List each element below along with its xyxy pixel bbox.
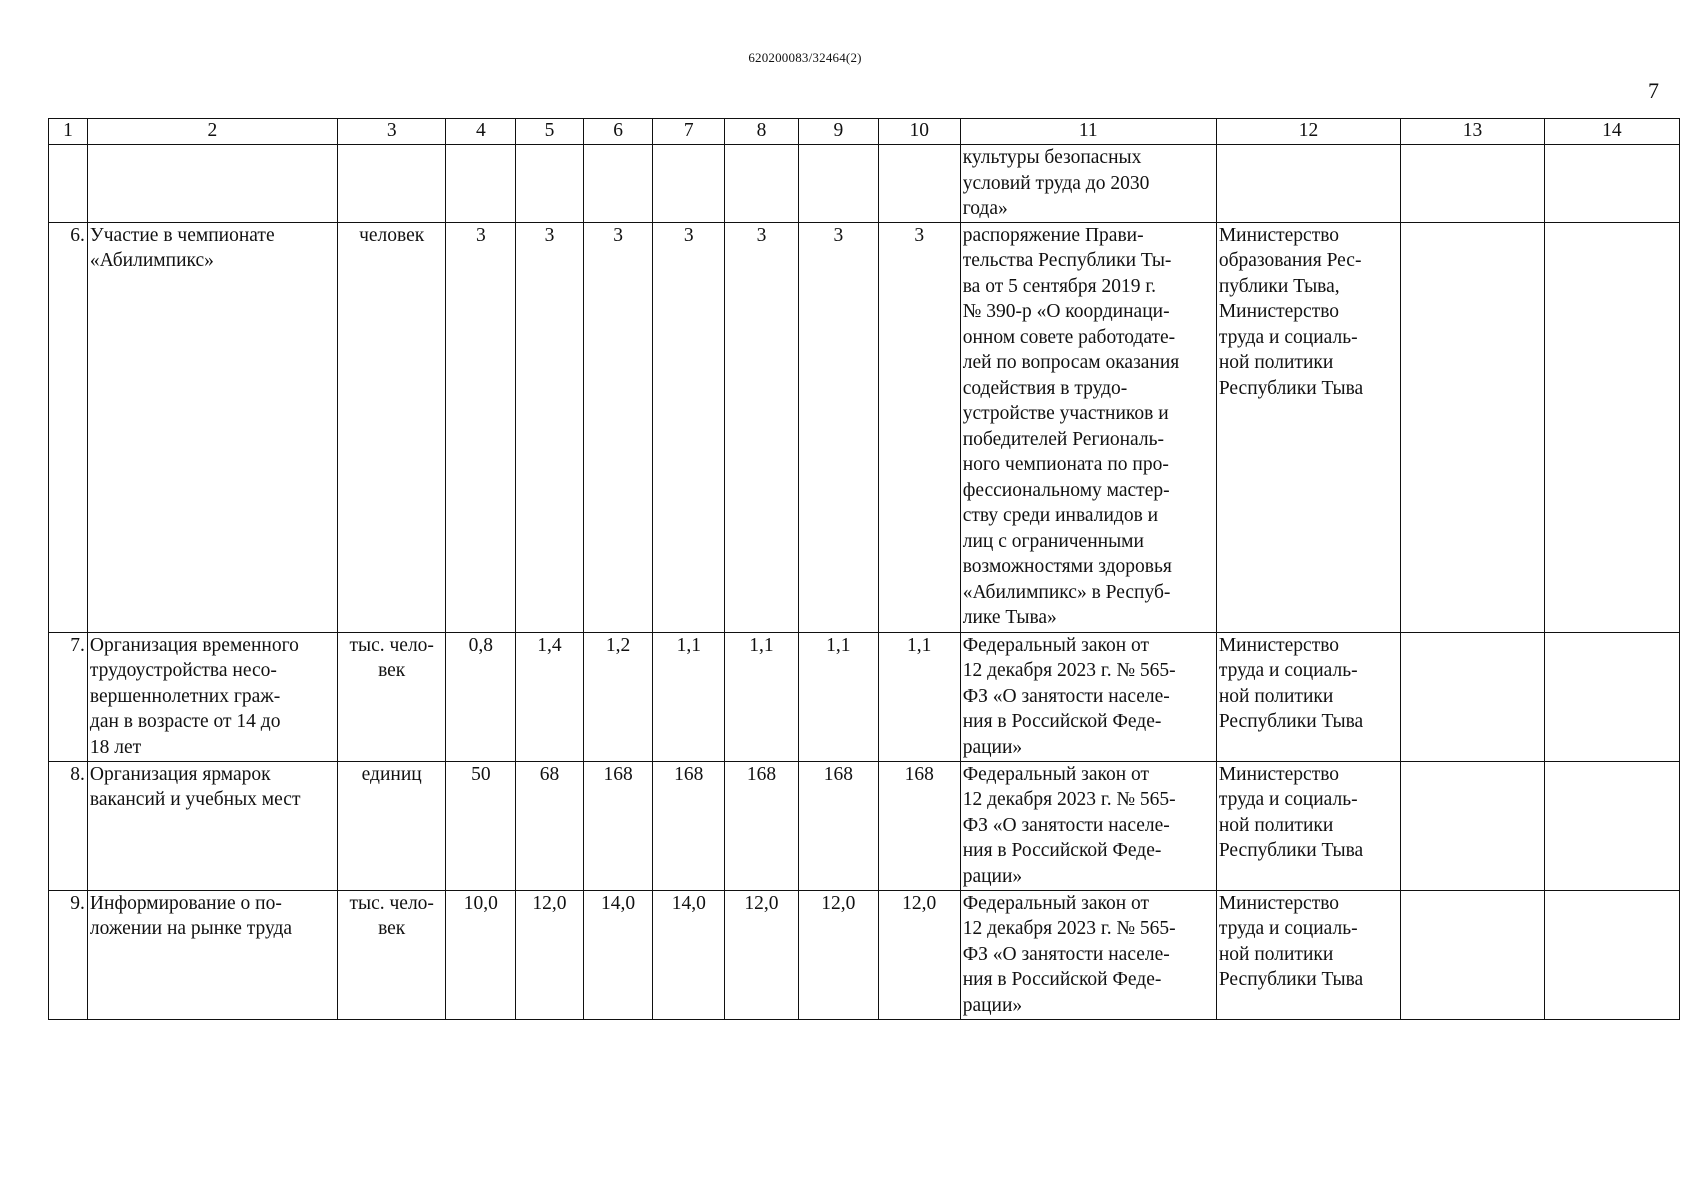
legal-basis-cell: Федеральный закон от 12 декабря 2023 г. № 565- ФЗ «О занятости населе- ния в Российской Феде- рации» — [960, 632, 1216, 761]
value-cell: 168 — [878, 761, 960, 890]
value-cell: 1,1 — [725, 632, 799, 761]
measure-name: Организация ярмарок вакансий и учебных мест — [87, 761, 337, 890]
table-row — [49, 222, 1680, 632]
empty-cell — [1544, 890, 1679, 1019]
column-header: 7 — [653, 119, 725, 145]
responsible-cell: Министерство труда и социаль- ной политики Республики Тыва — [1216, 890, 1400, 1019]
column-header: 6 — [583, 119, 653, 145]
value-cell: 1,2 — [583, 632, 653, 761]
row-number: 6. — [49, 222, 88, 632]
value-cell: 1,1 — [878, 632, 960, 761]
unit-cell: человек — [337, 222, 446, 632]
column-header: 11 — [960, 119, 1216, 145]
document-id: 620200083/32464(2) — [748, 50, 862, 65]
value-cell: 0,8 — [446, 632, 516, 761]
value-cell: 3 — [653, 222, 725, 632]
table-row — [49, 632, 1680, 761]
row-number: 7. — [49, 632, 88, 761]
value-cell: 3 — [583, 222, 653, 632]
responsible-cell: Министерство труда и социаль- ной политики Республики Тыва — [1216, 761, 1400, 890]
value-cell: 3 — [446, 222, 516, 632]
empty-cell — [1544, 632, 1679, 761]
value-cell: 12,0 — [516, 890, 584, 1019]
measure-name: Информирование о по- ложении на рынке труда — [87, 890, 337, 1019]
legal-basis-cell: культуры безопасных условий труда до 2030 года» — [960, 145, 1216, 223]
value-cell: 12,0 — [878, 890, 960, 1019]
unit-cell: единиц — [337, 761, 446, 890]
value-cell: 10,0 — [446, 890, 516, 1019]
legal-basis-cell: Федеральный закон от 12 декабря 2023 г. № 565- ФЗ «О занятости населе- ния в Российской Феде- рации» — [960, 890, 1216, 1019]
responsible-cell: Министерство образования Рес- публики Тыва, Министерство труда и социаль- ной политики Республики Тыва — [1216, 222, 1400, 632]
empty-cell — [1401, 890, 1544, 1019]
column-header: 8 — [725, 119, 799, 145]
value-cell: 1,1 — [798, 632, 878, 761]
value-cell: 168 — [798, 761, 878, 890]
value-cell: 14,0 — [583, 890, 653, 1019]
value-cell: 168 — [653, 761, 725, 890]
value-cell: 1,4 — [516, 632, 584, 761]
column-header: 1 — [49, 119, 88, 145]
value-cell: 12,0 — [725, 890, 799, 1019]
page-number: 7 — [1648, 78, 1659, 103]
value-cell: 12,0 — [798, 890, 878, 1019]
value-cell: 68 — [516, 761, 584, 890]
table-row — [49, 890, 1680, 1019]
column-header: 5 — [516, 119, 584, 145]
row-number: 9. — [49, 890, 88, 1019]
empty-cell — [1401, 222, 1544, 632]
empty-cell — [1401, 761, 1544, 890]
empty-cell — [1544, 222, 1679, 632]
measure-name: Организация временного трудоустройства несо- вершеннолетних граж- дан в возрасте от 14 до 18 лет — [87, 632, 337, 761]
table-row-continuation — [49, 145, 1680, 223]
value-cell: 168 — [725, 761, 799, 890]
value-cell: 3 — [725, 222, 799, 632]
value-cell: 3 — [798, 222, 878, 632]
column-header: 10 — [878, 119, 960, 145]
legal-basis-cell: распоряжение Прави- тельства Республики Ты- ва от 5 сентября 2019 г. № 390-р «О координаци- онном совете работодате- лей по вопросам оказания содействия в трудо- устройстве участников и победителей Региональ- ного чемпионата по про- фессиональному мастер- ству среди инвалидов и лиц с ограниченными возможностями здоровья «Абилимпикс» в Респуб- лике Тыва» — [960, 222, 1216, 632]
column-header: 3 — [337, 119, 446, 145]
value-cell: 168 — [583, 761, 653, 890]
row-number: 8. — [49, 761, 88, 890]
column-header: 12 — [1216, 119, 1400, 145]
value-cell: 3 — [516, 222, 584, 632]
table-header-row — [49, 119, 1680, 145]
column-header: 4 — [446, 119, 516, 145]
legal-basis-cell: Федеральный закон от 12 декабря 2023 г. № 565- ФЗ «О занятости населе- ния в Российской Феде- рации» — [960, 761, 1216, 890]
column-header: 13 — [1401, 119, 1544, 145]
empty-cell — [1401, 632, 1544, 761]
unit-cell: тыс. чело- век — [337, 632, 446, 761]
column-header: 2 — [87, 119, 337, 145]
value-cell: 50 — [446, 761, 516, 890]
value-cell: 3 — [878, 222, 960, 632]
table-row — [49, 761, 1680, 890]
measure-name: Участие в чемпионате «Абилимпикс» — [87, 222, 337, 632]
unit-cell: тыс. чело- век — [337, 890, 446, 1019]
column-header: 9 — [798, 119, 878, 145]
measures-table — [48, 118, 1680, 1020]
value-cell: 1,1 — [653, 632, 725, 761]
responsible-cell: Министерство труда и социаль- ной политики Республики Тыва — [1216, 632, 1400, 761]
value-cell: 14,0 — [653, 890, 725, 1019]
empty-cell — [1544, 761, 1679, 890]
column-header: 14 — [1544, 119, 1679, 145]
